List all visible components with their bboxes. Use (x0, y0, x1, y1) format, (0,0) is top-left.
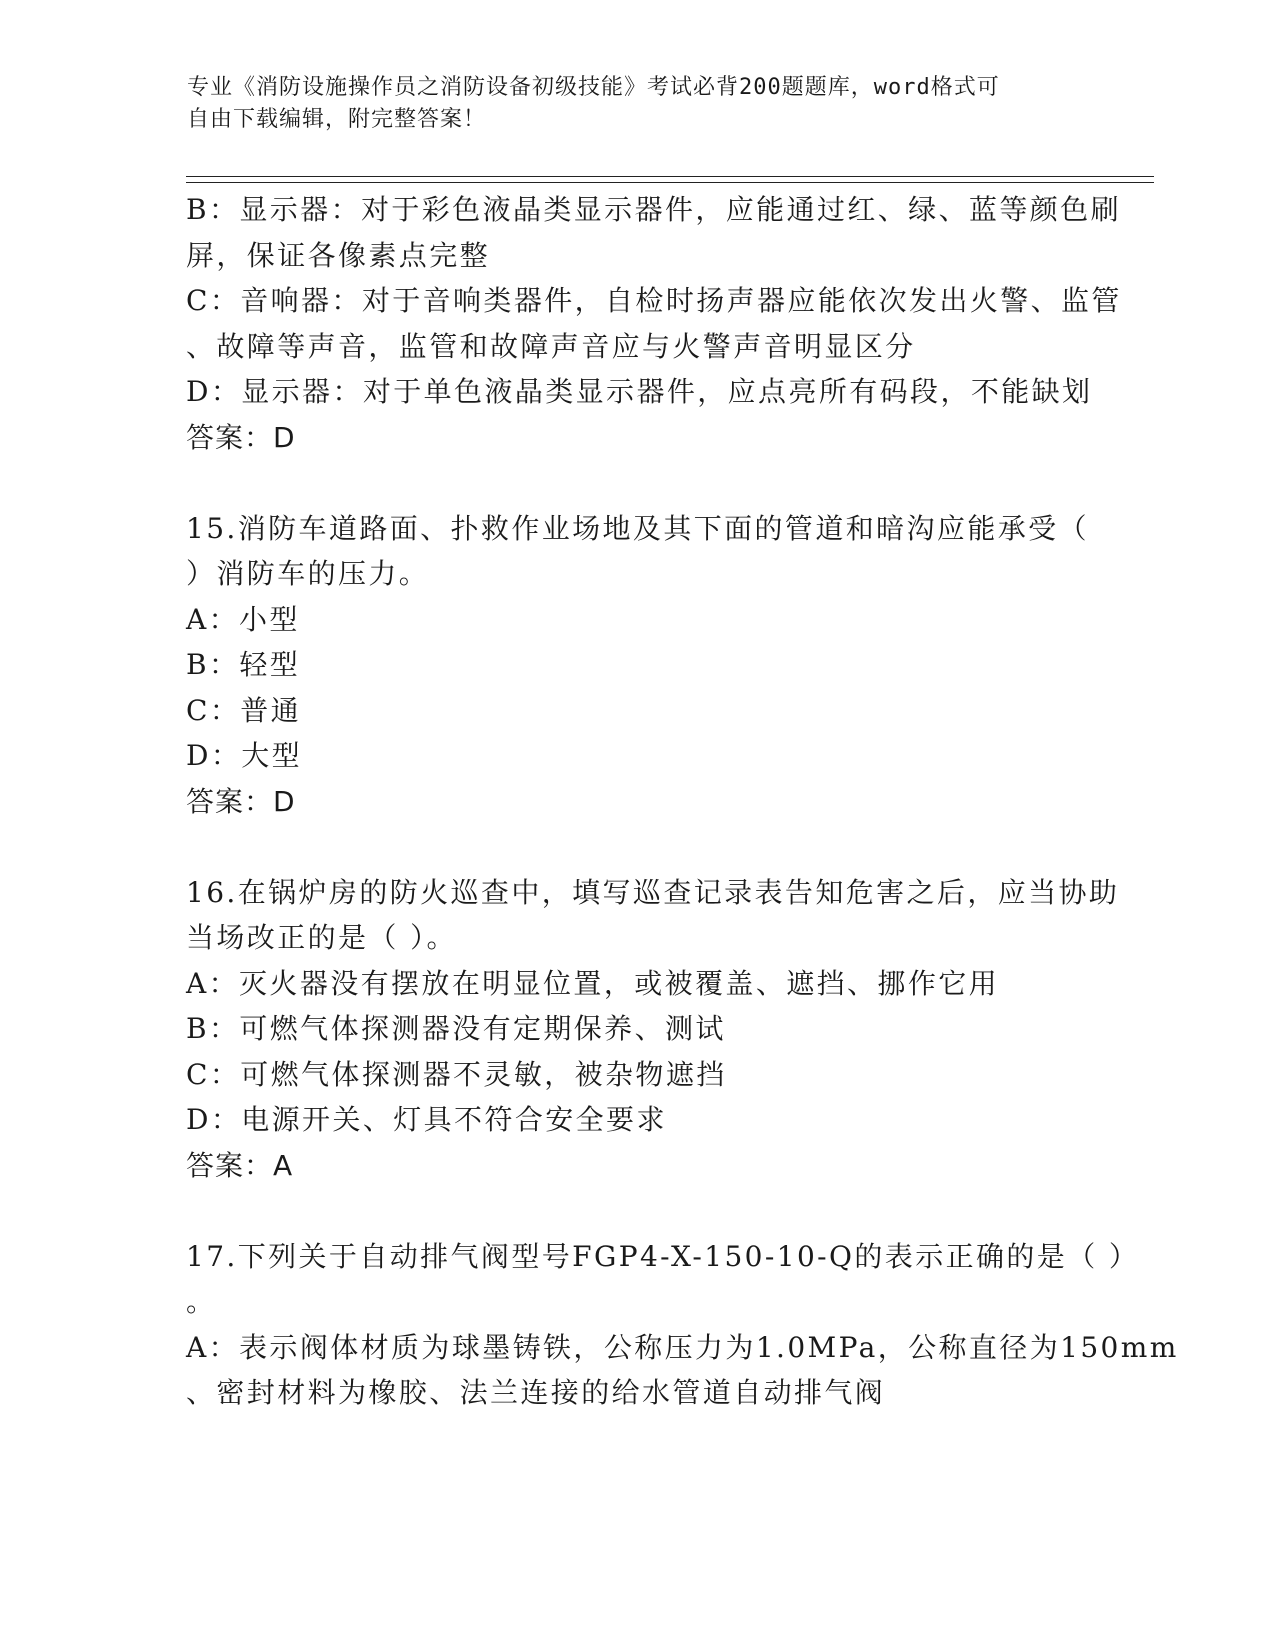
option-c: C：可燃气体探测器不灵敏，被杂物遮挡 (186, 1057, 727, 1091)
header-line-2: 自由下载编辑，附完整答案！ (187, 107, 487, 132)
spacer (186, 460, 1086, 506)
question-stem-line-2: 当场改正的是（ ）。 (186, 921, 457, 954)
option-a: A：小型 (186, 602, 300, 636)
question-14-continued (186, 187, 1122, 460)
option-b: B：可燃气体探测器没有定期保养、测试 (186, 1012, 726, 1045)
question-16 (186, 870, 1120, 1189)
question-15 (186, 506, 1089, 825)
option-c: C：普通 (186, 693, 302, 727)
question-stem-line-1: 17.下列关于自动排气阀型号FGP4-X-150-10-Q的表示正确的是（ ） (186, 1239, 1140, 1273)
option-a-line-1: A：表示阀体材质为球墨铸铁，公称压力为1.0MPa，公称直径为150mm (186, 1330, 1179, 1364)
document-header (187, 72, 1067, 136)
header-divider-bottom (186, 182, 1154, 183)
answer: 答案：A (186, 1148, 294, 1182)
spacer (186, 1188, 1086, 1234)
question-stem-line-1: 15.消防车道路面、扑救作业场地及其下面的管道和暗沟应能承受（ (186, 511, 1089, 545)
option-d: D：电源开关、灯具不符合安全要求 (186, 1103, 667, 1136)
option-b: B：轻型 (186, 648, 301, 681)
option-c-line-2: 、故障等声音，监管和故障声音应与火警声音明显区分 (186, 329, 916, 363)
spacer (186, 824, 1086, 870)
option-c-line-1: C：音响器：对于音响类器件，自检时扬声器应能依次发出火警、监管 (186, 284, 1122, 317)
question-stem-line-1: 16.在锅炉房的防火巡查中，填写巡查记录表告知危害之后，应当协助 (186, 875, 1120, 909)
option-a-line-2: 、密封材料为橡胶、法兰连接的给水管道自动排气阀 (186, 1376, 886, 1409)
header-line-1: 专业《消防设施操作员之消防设备初级技能》考试必背200题题库，word格式可 (187, 75, 1000, 100)
option-b-line-1: B：显示器：对于彩色液晶类显示器件，应能通过红、绿、蓝等颜色刷 (186, 193, 1121, 226)
question-stem-line-2: 。 (186, 1285, 217, 1318)
option-a: A：灭火器没有摆放在明显位置，或被覆盖、遮挡、挪作它用 (186, 966, 1000, 1000)
header-divider-top (186, 176, 1154, 177)
answer: 答案：D (186, 420, 296, 454)
question-stem-line-2: ）消防车的压力。 (186, 557, 430, 590)
answer: 答案：D (186, 784, 296, 818)
option-d: D：大型 (186, 739, 303, 772)
document-body (186, 187, 1179, 1416)
option-b-line-2: 屏，保证各像素点完整 (186, 238, 491, 272)
question-17 (186, 1234, 1179, 1416)
option-d: D：显示器：对于单色液晶类显示器件，应点亮所有码段，不能缺划 (186, 375, 1093, 408)
